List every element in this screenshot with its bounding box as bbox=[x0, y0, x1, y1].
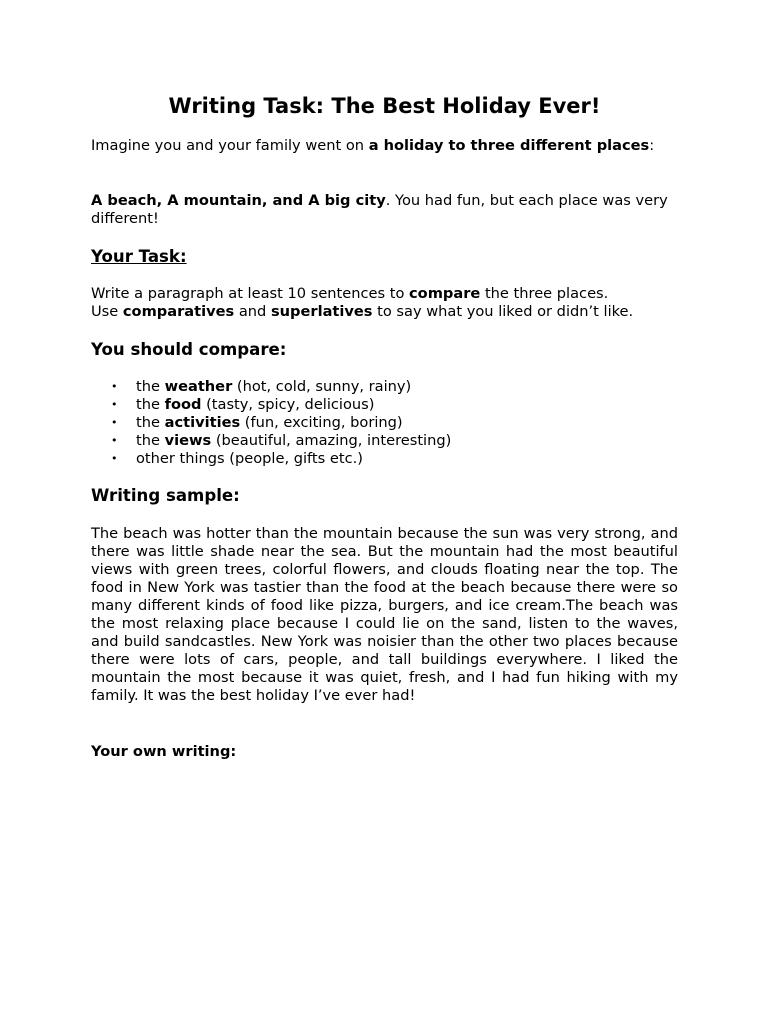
bullet-icon: • bbox=[111, 398, 118, 411]
list-item-text: the bbox=[136, 432, 165, 449]
task-heading: Your Task: bbox=[91, 247, 187, 266]
places-text: . You had fun, but each place was very different! bbox=[91, 192, 668, 227]
bullet-icon: • bbox=[111, 416, 118, 429]
list-item-keyword: activities bbox=[164, 414, 241, 431]
intro-text: Imagine you and your family went on bbox=[91, 137, 369, 154]
list-item bbox=[91, 396, 451, 414]
list-item-keyword: food bbox=[164, 396, 202, 413]
list-item-keyword: views bbox=[164, 432, 212, 449]
sample-heading: Writing sample: bbox=[91, 486, 240, 505]
list-item-text: the bbox=[136, 414, 165, 431]
task-comparatives-word: comparatives bbox=[122, 303, 235, 320]
list-item-text: the bbox=[136, 396, 165, 413]
intro-emphasis: a holiday to three different places bbox=[368, 137, 650, 154]
list-item-text: the bbox=[136, 378, 165, 395]
task-line2-start: Use bbox=[91, 303, 123, 320]
list-item-examples: (hot, cold, sunny, rainy) bbox=[232, 378, 412, 395]
bullet-icon: • bbox=[111, 452, 118, 465]
sample-paragraph: The beach was hotter than the mountain because the sun was very strong, and there was little shade near the sea. But the mountain had the most beautiful views with green trees, colorful flowers, and clouds floating near the top. The food in New York was tastier than the food at the beach because there were so many different kinds of food like pizza, burgers, and ice cream.The beach was the most relaxing place because I could lie on the sand, listen to the waves, and build sandcastles. New York was noisier than the other two places because there were lots of cars, people, and tall buildings everywhere. I liked the mountain the most because it was quiet, fresh, and I had fun hiking with my family. It was the best holiday I’ve ever had! bbox=[91, 525, 678, 704]
task-compare-word: compare bbox=[409, 285, 481, 302]
own-writing-label-text: Your own writing: bbox=[91, 743, 237, 760]
bullet-icon: • bbox=[111, 380, 118, 393]
places-paragraph bbox=[91, 192, 678, 228]
task-instructions bbox=[91, 285, 678, 321]
task-line2-and: and bbox=[234, 303, 271, 320]
intro-paragraph bbox=[91, 137, 678, 155]
places-list: A beach, A mountain, and A big city bbox=[91, 192, 386, 209]
list-item-examples: (tasty, spicy, delicious) bbox=[201, 396, 375, 413]
page-title: Writing Task: The Best Holiday Ever! bbox=[168, 94, 601, 118]
task-line1-text: Write a paragraph at least 10 sentences to bbox=[91, 285, 410, 302]
list-item bbox=[91, 450, 451, 468]
intro-colon: : bbox=[649, 137, 655, 154]
own-writing-label bbox=[91, 743, 678, 761]
list-item bbox=[91, 414, 451, 432]
list-item-text: other things (people, gifts etc.) bbox=[136, 450, 363, 467]
list-item bbox=[91, 378, 451, 396]
task-line2-end: to say what you liked or didn’t like. bbox=[372, 303, 634, 320]
compare-list bbox=[91, 378, 451, 468]
compare-heading: You should compare: bbox=[91, 340, 287, 359]
list-item-examples: (beautiful, amazing, interesting) bbox=[211, 432, 452, 449]
list-item bbox=[91, 432, 451, 450]
list-item-keyword: weather bbox=[164, 378, 233, 395]
list-item-examples: (fun, exciting, boring) bbox=[240, 414, 403, 431]
task-line1-end: the three places. bbox=[480, 285, 609, 302]
task-superlatives-word: superlatives bbox=[270, 303, 373, 320]
bullet-icon: • bbox=[111, 434, 118, 447]
